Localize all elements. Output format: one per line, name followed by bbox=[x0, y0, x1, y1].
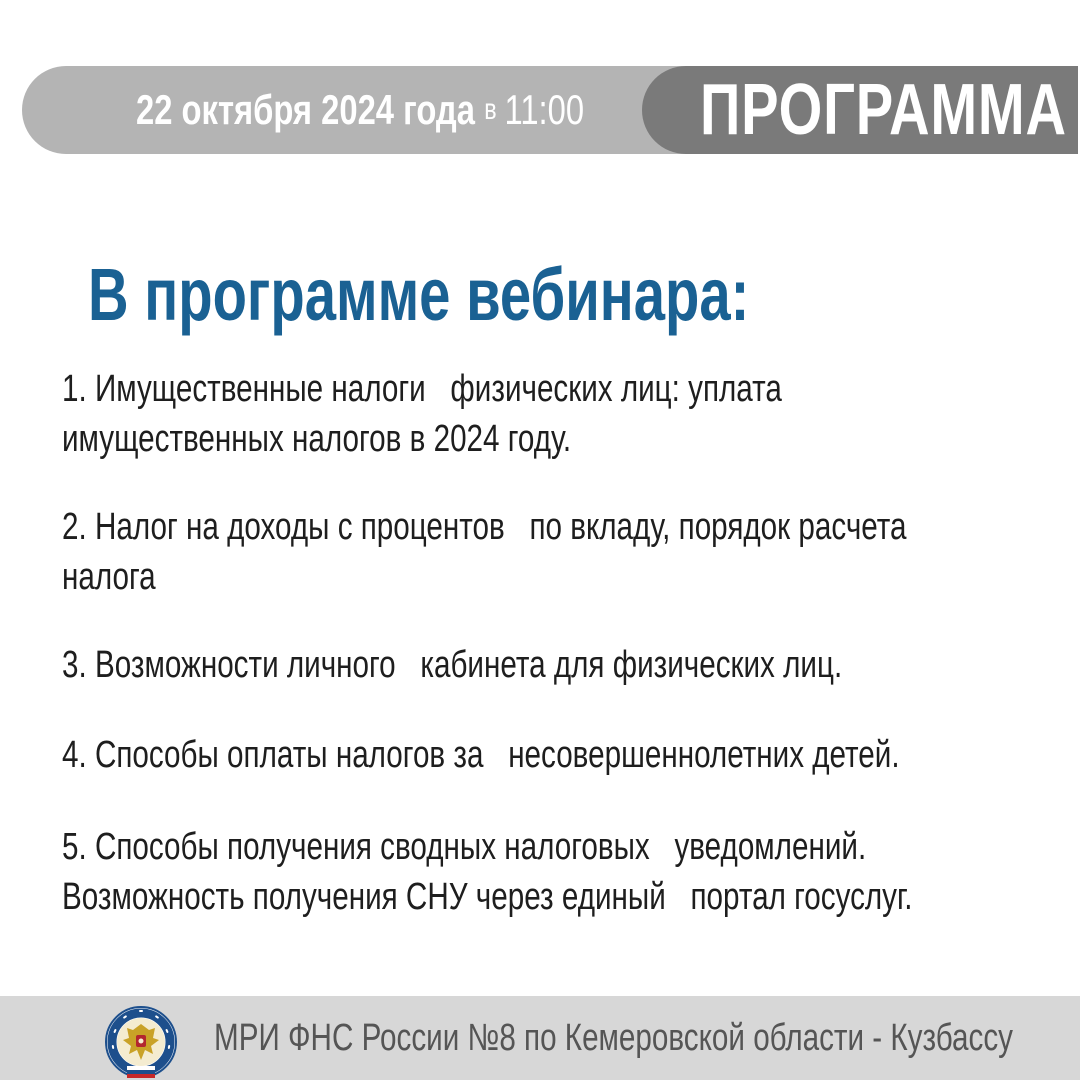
agenda-item-1-line-1: 1. Имущественные налоги физических лиц: уплата bbox=[62, 368, 782, 410]
agenda-item-5-line-1: 5. Способы получения сводных налоговых уведомлений. bbox=[62, 826, 867, 868]
agenda-item-3 bbox=[62, 640, 1062, 690]
event-time: 11:00 bbox=[504, 86, 585, 133]
agenda-item-1-line-2: имущественных налогов в 2024 году. bbox=[62, 418, 572, 460]
agenda-item-4-line-1: 4. Способы оплаты налогов за несовершеннолетних детей. bbox=[62, 734, 900, 776]
event-date: 22 октября 2024 года bbox=[136, 86, 475, 133]
section-heading: В программе вебинара: bbox=[88, 253, 750, 336]
event-in-word: в bbox=[484, 93, 497, 126]
header-title-pill bbox=[642, 66, 1078, 154]
event-datetime bbox=[136, 66, 584, 154]
agenda-item-2-line-2: налога bbox=[62, 556, 156, 598]
fns-emblem-icon bbox=[103, 1004, 179, 1080]
organization-name: МРИ ФНС России №8 по Кемеровской области - Кузбассу bbox=[214, 1016, 1013, 1059]
agenda-item-5 bbox=[62, 822, 1080, 922]
page-title: ПРОГРАММА bbox=[700, 70, 1067, 150]
agenda-item-5-line-2: Возможность получения СНУ через единый портал госуслуг. bbox=[62, 876, 913, 918]
agenda-item-3-line-1: 3. Возможности личного кабинета для физических лиц. bbox=[62, 644, 843, 686]
agenda-item-1 bbox=[62, 364, 985, 464]
agenda-item-2 bbox=[62, 502, 1080, 602]
agenda-item-4 bbox=[62, 730, 1080, 780]
agenda-item-2-line-1: 2. Налог на доходы с процентов по вкладу, порядок расчета bbox=[62, 506, 907, 548]
